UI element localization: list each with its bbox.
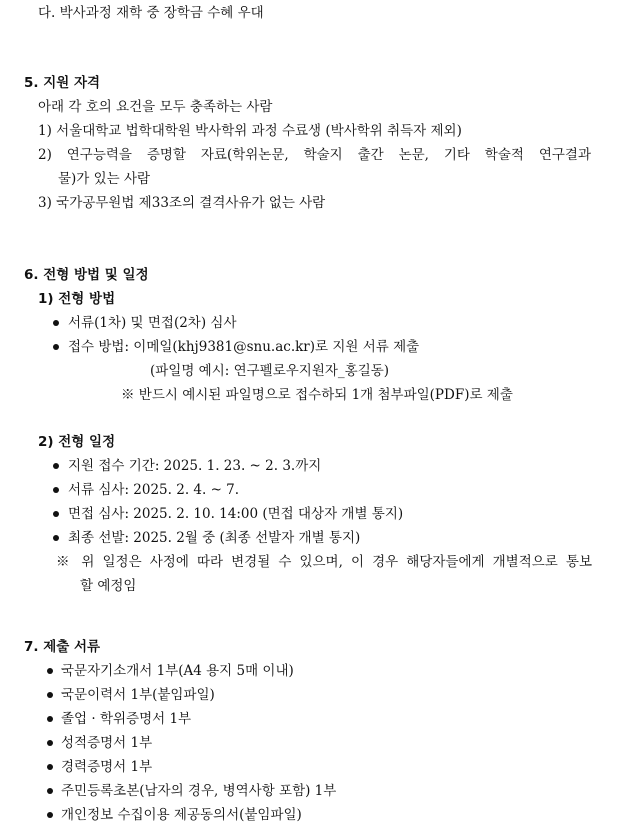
- bullet-icon: [47, 716, 53, 722]
- schedule-item-1: 지원 접수 기간: 2025. 1. 23. ~ 2. 3.까지: [68, 458, 322, 474]
- bullet-icon: [47, 740, 53, 746]
- method-item-2: 접수 방법: 이메일(khj9381@snu.ac.kr)로 지원 서류 제출: [68, 339, 420, 355]
- bullet-icon: [47, 788, 53, 794]
- bullet-icon: [47, 668, 53, 674]
- document-item: 개인정보 수집이용 제공동의서(붙임파일): [61, 807, 302, 823]
- section-7-heading: 7. 제출 서류: [24, 639, 101, 655]
- schedule-item-2: 서류 심사: 2025. 2. 4. ~ 7.: [68, 482, 240, 498]
- bullet-icon: [47, 812, 53, 818]
- section-6-sub-2-heading: 2) 전형 일정: [38, 434, 116, 450]
- method-item-1: 서류(1차) 및 면접(2차) 심사: [68, 315, 237, 331]
- schedule-note-line-2: 할 예정임: [80, 578, 137, 594]
- method-note: ※ 반드시 예시된 파일명으로 접수하되 1개 첨부파일(PDF)로 제출: [121, 387, 513, 403]
- bullet-icon: [53, 463, 59, 469]
- bullet-icon: [53, 320, 59, 326]
- section-5-item-1: 1) 서울대학교 법학대학원 박사학위 과정 수료생 (박사학위 취득자 제외): [38, 123, 462, 139]
- section-6-sub-1-heading: 1) 전형 방법: [38, 291, 116, 307]
- schedule-note-line-1: ※ 위 일정은 사정에 따라 변경될 수 있으며, 이 경우 해당자들에게 개별적으로 통보: [56, 554, 592, 570]
- bullet-icon: [53, 535, 59, 541]
- section-5-item-2-line-1: 2) 연구능력을 증명할 자료(학위논문, 학술지 출간 논문, 기타 학술적 연구결과: [38, 147, 591, 163]
- section-6-heading: 6. 전형 방법 및 일정: [24, 267, 149, 283]
- document-item: 경력증명서 1부: [61, 759, 153, 775]
- document-item: 졸업 · 학위증명서 1부: [61, 711, 192, 727]
- schedule-item-3: 면접 심사: 2025. 2. 10. 14:00 (면접 대상자 개별 통지): [68, 506, 404, 522]
- bullet-icon: [47, 692, 53, 698]
- bullet-icon: [53, 487, 59, 493]
- document-item: 국문이력서 1부(붙임파일): [61, 687, 215, 703]
- section-5-item-3: 3) 국가공무원법 제33조의 결격사유가 없는 사람: [38, 195, 326, 211]
- section-5-heading: 5. 지원 자격: [24, 75, 101, 91]
- filename-example: (파일명 예시: 연구펠로우지원자_홍길동): [150, 363, 390, 379]
- document-item: 성적증명서 1부: [61, 735, 153, 751]
- section-5-lead: 아래 각 호의 요건을 모두 충족하는 사람: [38, 99, 273, 115]
- bullet-icon: [53, 344, 59, 350]
- bullet-icon: [53, 511, 59, 517]
- bullet-icon: [47, 764, 53, 770]
- schedule-item-4: 최종 선발: 2025. 2월 중 (최종 선발자 개별 통지): [68, 530, 361, 546]
- intro-line: 다. 박사과정 재학 중 장학금 수혜 우대: [38, 5, 264, 21]
- section-5-item-2-line-2: 물)가 있는 사람: [58, 171, 151, 187]
- document-item: 주민등록초본(남자의 경우, 병역사항 포함) 1부: [61, 783, 337, 799]
- document-item: 국문자기소개서 1부(A4 용지 5매 이내): [61, 663, 294, 679]
